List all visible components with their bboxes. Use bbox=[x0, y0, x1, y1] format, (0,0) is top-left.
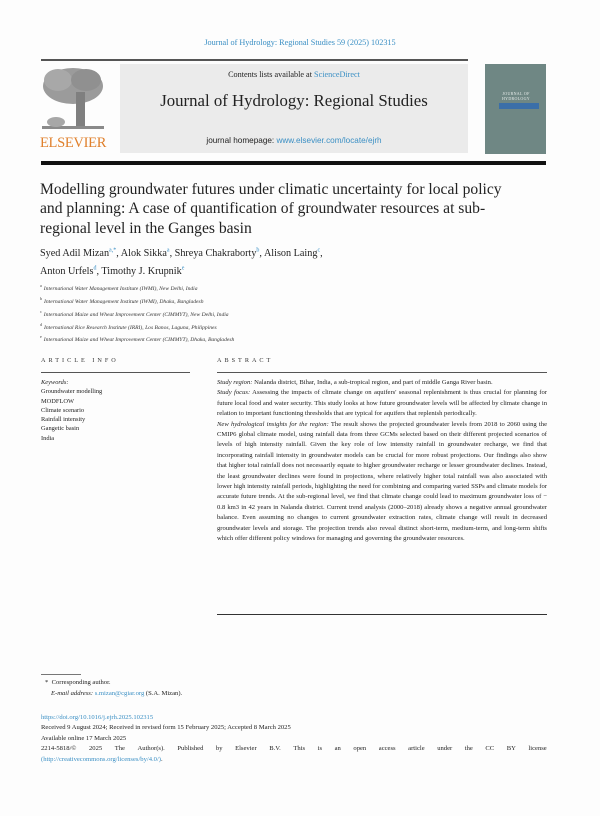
abstract-heading: ABSTRACT bbox=[217, 357, 274, 364]
author-name[interactable]: Anton Urfels bbox=[40, 265, 94, 277]
license-word: Published bbox=[177, 745, 204, 753]
license-word: This bbox=[293, 745, 306, 753]
cover-title: JOURNAL OF HYDROLOGY bbox=[501, 91, 531, 101]
author-name[interactable]: Syed Adil Mizan bbox=[40, 248, 110, 260]
author-separator: , bbox=[96, 265, 102, 277]
keyword-item: Climate scenario bbox=[41, 406, 85, 414]
license-word: Author(s). bbox=[137, 745, 165, 753]
abstract-label: New hydrological insights for the region: bbox=[217, 420, 329, 428]
affiliation-item bbox=[40, 332, 440, 345]
abstract-text: The result shows the projected groundwater levels from 2018 to 2060 using the CMIP6 global climate model, using rainfall data from three GCMs selected based on their different projected scenarios of levels of high intensity rainfall. Given the key role of low intensity rainfall in groundwater recharge, we find that incorporating rainfall intensity in groundwater models can be crucial for more robust projections. Our findings also show that higher total rainfall does not necessarily equate to higher groundwater recharge or lesser groundwater declines. Instead, the least groundwater declines were found in projections, where relatively higher total rainfall was also associated with lower high intensity rainfall periods, highlighting the need for combining and comparing varied SSPs and climate models for accurate future trends. At the sub-regional level, we find that climate change could lead to maximum groundwater loss of − 0.8 km3 in 42 years in Nalanda district. Current trend analysis (2000–2018) already shows a negative annual groundwater balance. Even assuming no changes to current groundwater extraction rates, climate change will result in decreased groundwater levels and storage. The projection trends also reveal distinct short-term, medium-term, and long-term shifts which offer different policy windows for managing and governing the groundwater resources. bbox=[217, 420, 547, 543]
affiliation-key: c bbox=[40, 308, 42, 314]
author-name[interactable]: Shreya Chakraborty bbox=[174, 248, 257, 260]
email-suffix: (S.A. Mizan). bbox=[145, 689, 183, 697]
author-list bbox=[40, 244, 560, 279]
author-separator: , bbox=[116, 248, 121, 260]
abstract-paragraph bbox=[217, 420, 547, 545]
affiliation-item bbox=[40, 281, 440, 294]
license-word: CC bbox=[485, 745, 495, 753]
license-word: an bbox=[334, 745, 341, 753]
publication-info bbox=[41, 713, 547, 765]
license-word: 2214-5818/© bbox=[41, 745, 77, 753]
keywords-list bbox=[41, 378, 102, 443]
license-word: license bbox=[528, 745, 547, 753]
abstract-label: Study region: bbox=[217, 379, 253, 386]
author[interactable] bbox=[121, 248, 175, 259]
journal-title: Journal of Hydrology: Regional Studies bbox=[160, 91, 428, 110]
affiliation-item bbox=[40, 320, 440, 333]
license-word: the bbox=[464, 745, 473, 753]
tree-icon bbox=[40, 64, 106, 134]
journal-banner bbox=[120, 64, 468, 153]
journal-reference-link[interactable]: Journal of Hydrology: Regional Studies 59 (2025) 102315 bbox=[204, 38, 396, 47]
license-end: . bbox=[161, 755, 163, 763]
license-word: B.V. bbox=[269, 745, 281, 753]
author-affiliation-marker[interactable]: a bbox=[166, 248, 170, 254]
author-affiliation-marker[interactable]: e bbox=[181, 265, 185, 272]
homepage-link[interactable]: www.elsevier.com/locate/ejrh bbox=[276, 136, 382, 145]
article-info-rule bbox=[41, 372, 190, 373]
corresponding-author-note bbox=[41, 678, 182, 689]
keyword-item: Gangetic basin bbox=[41, 425, 80, 433]
license-word: The bbox=[114, 745, 125, 753]
abstract-rule bbox=[217, 372, 547, 373]
cover-subtitle-box bbox=[499, 103, 539, 109]
author-name[interactable]: Alok Sikka bbox=[120, 248, 167, 260]
header-thick-rule bbox=[41, 161, 546, 165]
contents-prefix: Contents lists available at bbox=[228, 70, 315, 79]
journal-cover-image[interactable] bbox=[485, 64, 546, 154]
author[interactable] bbox=[175, 248, 264, 259]
author-affiliation-marker[interactable]: c bbox=[317, 248, 321, 254]
doi-link[interactable]: https://doi.org/10.1016/j.ejrh.2025.102315 bbox=[41, 714, 154, 721]
affiliation-key: a bbox=[40, 283, 42, 288]
article-title: Modelling groundwater futures under climatic uncertainty for local policy and planning: A case of quantification of groundwater resources at sub-regional level in the Ganges basin bbox=[40, 181, 502, 237]
author[interactable] bbox=[101, 266, 184, 277]
keyword-item: MODFLOW bbox=[41, 397, 75, 405]
elsevier-wordmark: ELSEVIER bbox=[40, 135, 107, 151]
license-statement bbox=[41, 744, 547, 754]
license-word: access bbox=[378, 745, 396, 753]
email-line bbox=[41, 689, 182, 700]
author-affiliation-marker[interactable]: b bbox=[256, 248, 260, 254]
license-word: by bbox=[215, 745, 223, 753]
author-separator: , bbox=[169, 248, 175, 260]
license-word: is bbox=[317, 745, 323, 753]
author-separator: , bbox=[259, 248, 264, 260]
elsevier-logo[interactable] bbox=[40, 64, 106, 152]
email-link[interactable]: s.mizan@cgiar.org bbox=[94, 689, 145, 697]
affiliation-text: International Maize and Wheat Improvement Center (CIMMYT), New Delhi, India bbox=[43, 311, 229, 318]
affiliation-key: d bbox=[40, 321, 42, 327]
keyword-item: Rainfall intensity bbox=[41, 416, 86, 424]
abstract-paragraph bbox=[217, 378, 547, 388]
affiliation-text: International Water Management Institute (IWMI), Dhaka, Bangladesh bbox=[44, 298, 204, 305]
author-affiliation-marker[interactable]: d bbox=[93, 265, 97, 272]
footnote-marker: * bbox=[45, 679, 49, 686]
keyword-item: India bbox=[41, 434, 55, 442]
abstract-bottom-rule bbox=[217, 614, 547, 615]
sciencedirect-link[interactable]: ScienceDirect bbox=[314, 70, 360, 79]
footnote-rule bbox=[41, 674, 81, 675]
keyword-item: Groundwater modelling bbox=[41, 388, 103, 396]
author[interactable] bbox=[40, 248, 121, 259]
affiliation-item bbox=[40, 307, 440, 320]
abstract-label: Study focus: bbox=[217, 389, 251, 397]
author-separator: , bbox=[320, 248, 323, 260]
license-word: 2025 bbox=[88, 745, 103, 753]
affiliation-item bbox=[40, 294, 440, 307]
license-word: BY bbox=[506, 745, 516, 753]
abstract-body bbox=[217, 378, 547, 545]
affiliation-text: International Rice Research Institute (IRRI), Los Banos, Laguna, Philippines bbox=[44, 324, 217, 331]
contents-line bbox=[120, 70, 468, 79]
license-word: Elsevier bbox=[235, 745, 257, 753]
footnote bbox=[41, 678, 182, 699]
article-info-heading: ARTICLE INFO bbox=[41, 357, 119, 364]
keywords-label: Keywords: bbox=[41, 379, 69, 386]
corresponding-author-text: Corresponding author. bbox=[51, 679, 111, 686]
affiliation-key: e bbox=[40, 334, 42, 340]
author-name[interactable]: Alison Laing bbox=[263, 248, 318, 260]
author[interactable] bbox=[264, 248, 323, 259]
homepage-prefix: journal homepage: bbox=[206, 136, 277, 145]
abstract-paragraph bbox=[217, 388, 547, 419]
available-online: Available online 17 March 2025 bbox=[41, 734, 127, 742]
abstract-text: Assessing the impacts of climate change on aquifers' seasonal replenishment is thus crucial for planning for future local food and water security. This study looks at how future groundwater levels will be affected by climate change in relation to important functioning thresholds that are typical for aquifers that replenish periodically. bbox=[217, 389, 547, 418]
homepage-line bbox=[120, 136, 468, 145]
affiliation-text: International Water Management Institute (IWMI), New Delhi, India bbox=[43, 285, 198, 292]
license-link-line bbox=[41, 755, 547, 765]
author[interactable] bbox=[40, 266, 101, 277]
license-word: open bbox=[353, 745, 367, 753]
author-name[interactable]: Timothy J. Krupnik bbox=[101, 265, 182, 277]
header-rule bbox=[41, 59, 468, 61]
author-affiliation-marker[interactable]: a,* bbox=[109, 248, 117, 254]
license-word: article bbox=[408, 745, 425, 753]
abstract-text: Nalanda district, Bihar, India, a sub-tropical region, and part of middle Ganga River basin. bbox=[252, 379, 493, 386]
affiliation-key: b bbox=[40, 295, 42, 301]
license-word: under bbox=[437, 745, 453, 753]
affiliation-list bbox=[40, 281, 440, 345]
email-label: E-mail address: bbox=[51, 689, 94, 697]
received-dates: Received 9 August 2024; Received in revised form 15 February 2025; Accepted 8 March 2025 bbox=[41, 724, 291, 732]
affiliation-text: International Maize and Wheat Improvement Center (CIMMYT), Dhaka, Bangladesh bbox=[43, 337, 235, 344]
license-link[interactable]: (http://creativecommons.org/licenses/by/4.0/) bbox=[41, 755, 162, 763]
